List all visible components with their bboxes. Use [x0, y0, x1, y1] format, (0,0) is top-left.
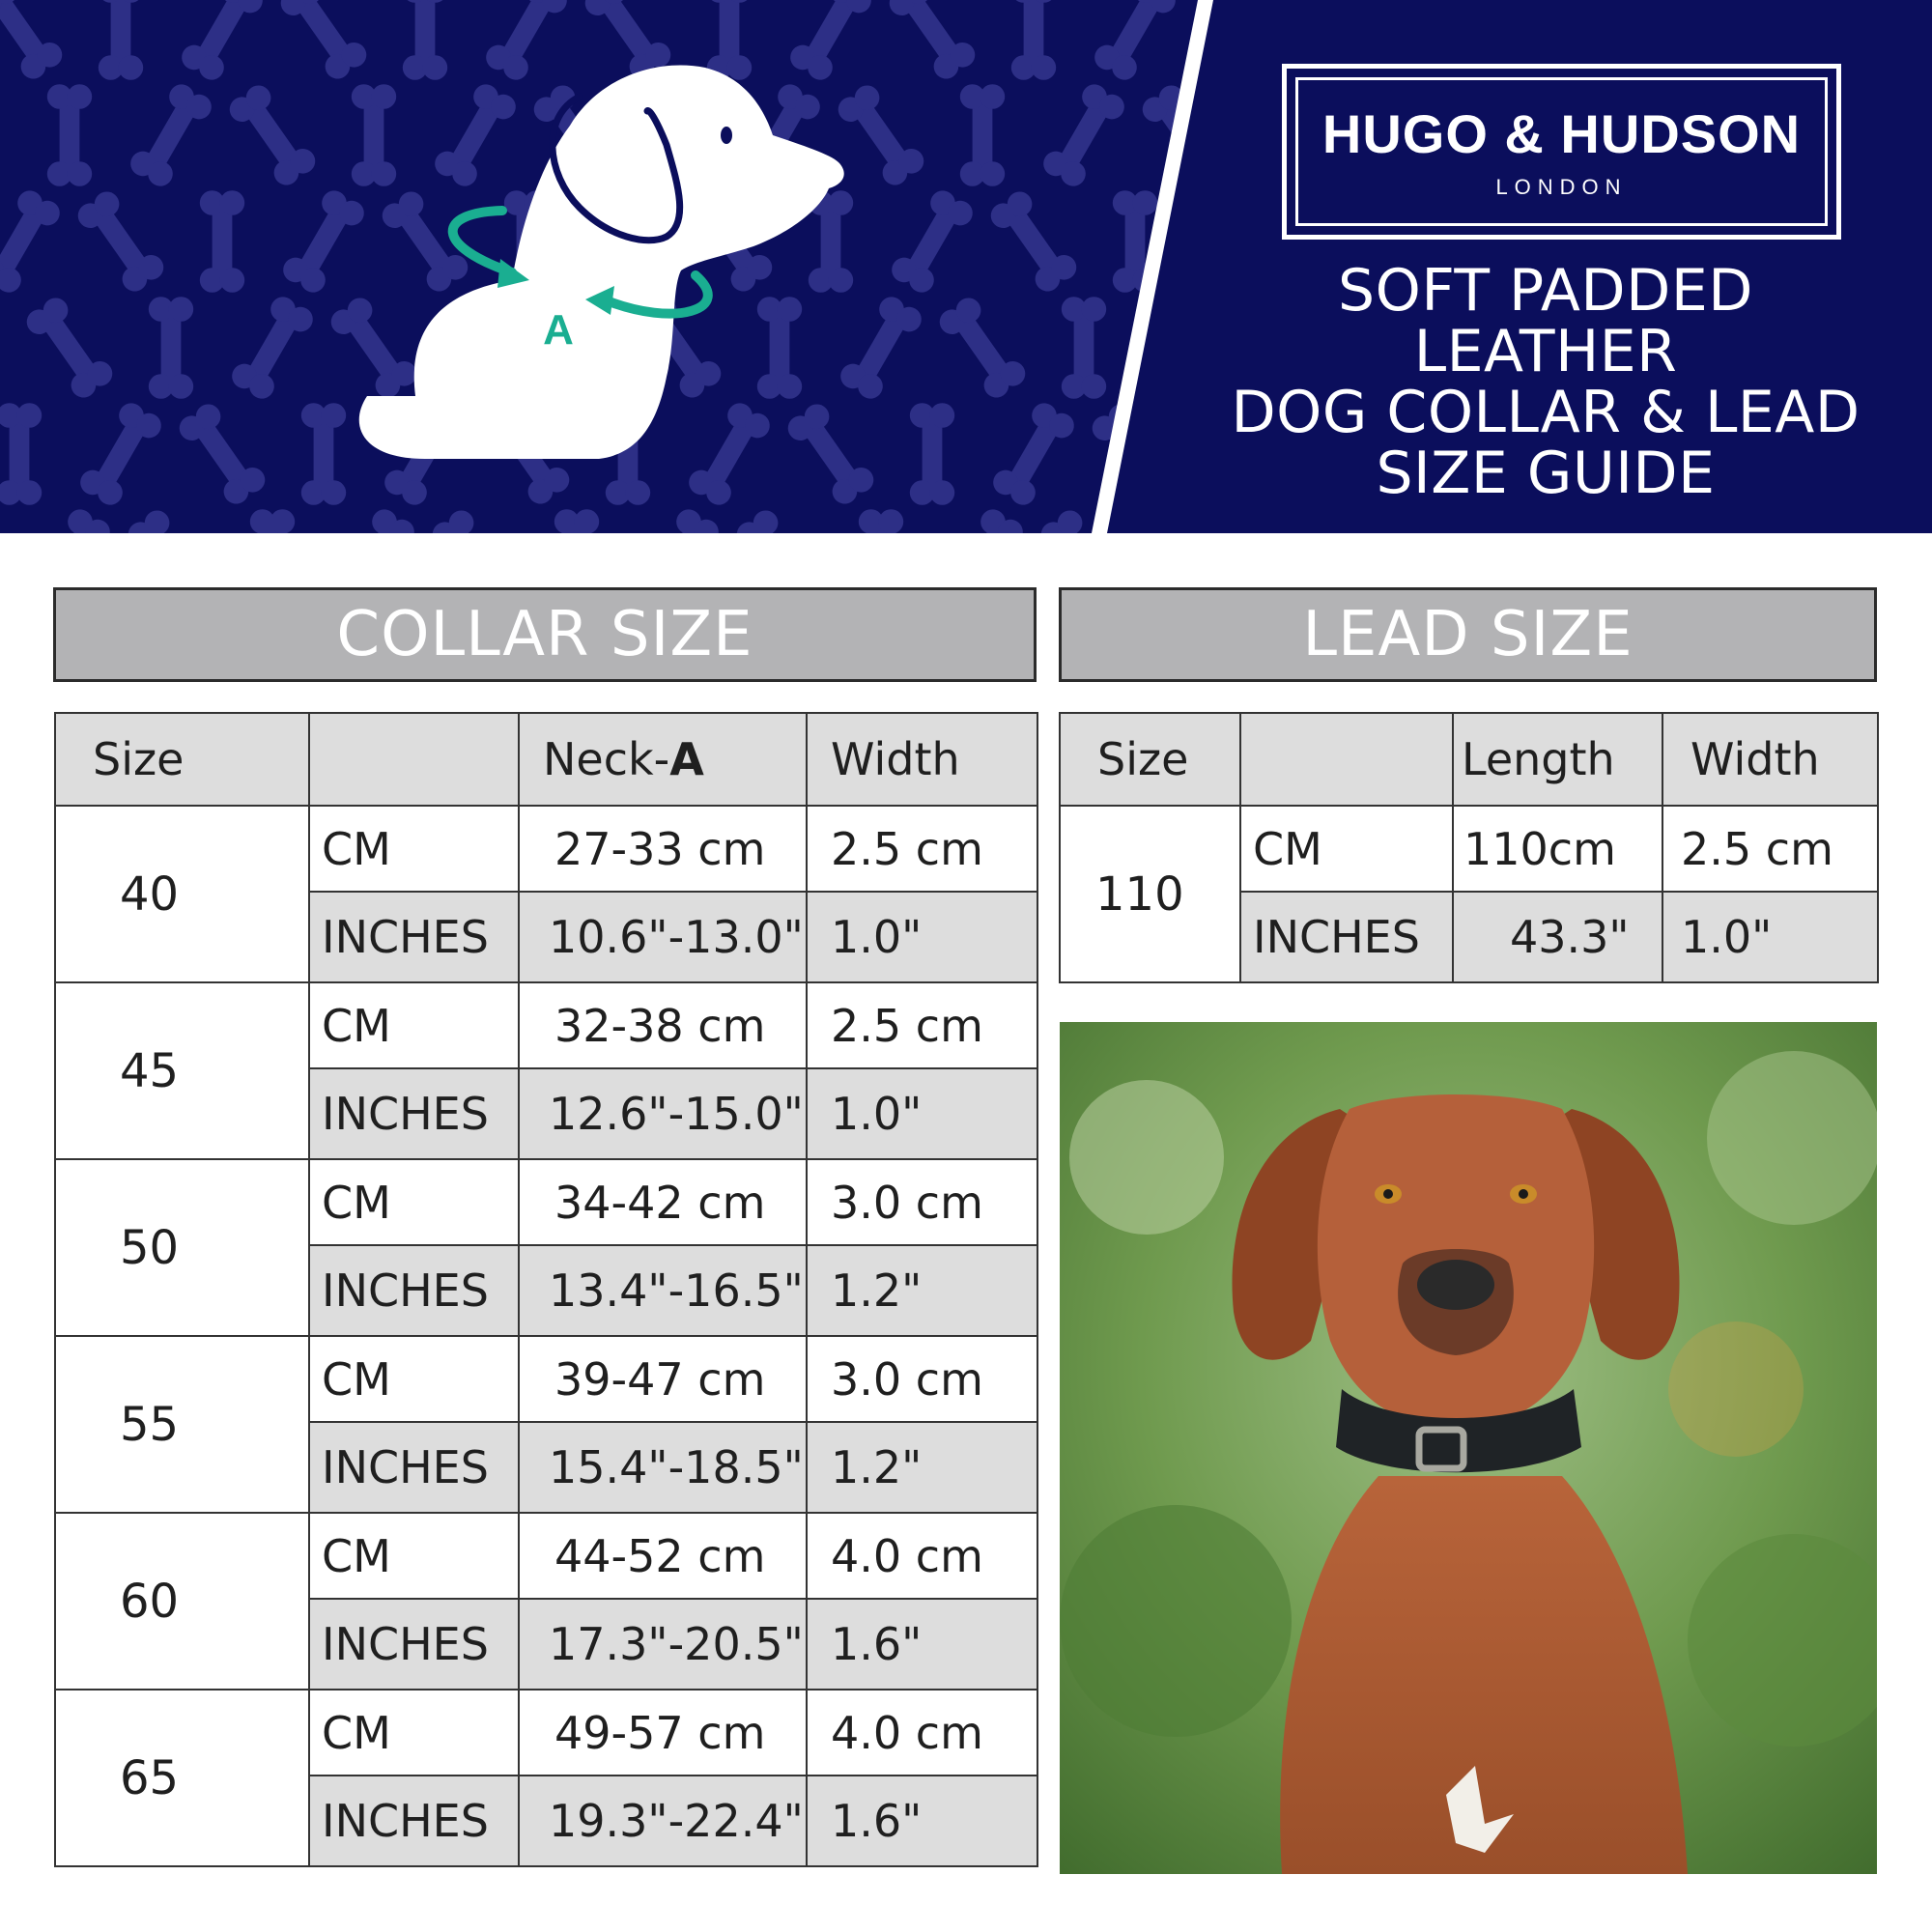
- header-width: Width: [807, 713, 1037, 806]
- neck-cm: 39-47 cm: [519, 1336, 807, 1422]
- width-inches: 1.0": [807, 892, 1037, 982]
- collar-row-cm: [55, 1690, 1037, 1776]
- unit-cm: CM: [309, 806, 519, 892]
- brand-location: LONDON: [1495, 175, 1628, 199]
- collar-row-cm: [55, 1513, 1037, 1599]
- neck-inches: 13.4"-16.5": [519, 1245, 807, 1336]
- dog-photo: [1060, 1022, 1877, 1874]
- marker-a: A: [543, 306, 574, 354]
- collar-row-cm: [55, 806, 1037, 892]
- collar-size-value: 65: [55, 1690, 309, 1866]
- width-cm: 2.5 cm: [807, 806, 1037, 892]
- neck-cm: 49-57 cm: [519, 1690, 807, 1776]
- collar-row-cm: [55, 982, 1037, 1068]
- unit-inches: INCHES: [309, 1068, 519, 1159]
- width-inches: 1.2": [807, 1245, 1037, 1336]
- neck-cm: 34-42 cm: [519, 1159, 807, 1245]
- lead-header-row: [1060, 713, 1878, 806]
- width-inches: 1.6": [807, 1776, 1037, 1866]
- lead-unit-cm: CM: [1240, 806, 1453, 892]
- title-line-2: LEATHER: [1413, 318, 1678, 385]
- lead-width-cm: 2.5 cm: [1662, 806, 1878, 892]
- lead-size-banner: LEAD SIZE: [1059, 587, 1877, 682]
- unit-inches: INCHES: [309, 1245, 519, 1336]
- unit-inches: INCHES: [309, 892, 519, 982]
- lead-size-table: [1059, 712, 1879, 983]
- title-line-4: SIZE GUIDE: [1376, 440, 1716, 507]
- header-neck: Neck-A: [519, 713, 807, 806]
- width-cm: 2.5 cm: [807, 982, 1037, 1068]
- width-cm: 4.0 cm: [807, 1690, 1037, 1776]
- neck-inches: 12.6"-15.0": [519, 1068, 807, 1159]
- collar-size-value: 40: [55, 806, 309, 982]
- width-inches: 1.6": [807, 1599, 1037, 1690]
- lead-header-width: Width: [1662, 713, 1878, 806]
- unit-inches: INCHES: [309, 1422, 519, 1513]
- width-cm: 3.0 cm: [807, 1336, 1037, 1422]
- collar-header-row: [55, 713, 1037, 806]
- unit-inches: INCHES: [309, 1599, 519, 1690]
- lead-header-unit: [1240, 713, 1453, 806]
- lead-row-cm: [1060, 806, 1878, 892]
- neck-inches: 15.4"-18.5": [519, 1422, 807, 1513]
- collar-size-table: [54, 712, 1038, 1867]
- collar-row-cm: [55, 1159, 1037, 1245]
- collar-size-banner: COLLAR SIZE: [53, 587, 1037, 682]
- header-unit: [309, 713, 519, 806]
- lead-header-size: Size: [1060, 713, 1240, 806]
- unit-cm: CM: [309, 1159, 519, 1245]
- title-line-1: SOFT PADDED: [1338, 257, 1753, 325]
- unit-cm: CM: [309, 982, 519, 1068]
- width-cm: 4.0 cm: [807, 1513, 1037, 1599]
- collar-size-value: 55: [55, 1336, 309, 1513]
- unit-cm: CM: [309, 1336, 519, 1422]
- page-title: [1198, 257, 1893, 507]
- lead-header-length: Length: [1453, 713, 1662, 806]
- lead-unit-inches: INCHES: [1240, 892, 1453, 982]
- collar-size-value: 60: [55, 1513, 309, 1690]
- lead-length-inches: 43.3": [1453, 892, 1662, 982]
- lead-length-cm: 110cm: [1453, 806, 1662, 892]
- brand-logo: [1282, 64, 1841, 240]
- neck-cm: 44-52 cm: [519, 1513, 807, 1599]
- unit-inches: INCHES: [309, 1776, 519, 1866]
- collar-size-value: 45: [55, 982, 309, 1159]
- header-banner: [0, 0, 1932, 533]
- width-inches: 1.2": [807, 1422, 1037, 1513]
- unit-cm: CM: [309, 1690, 519, 1776]
- brand-name: HUGO & HUDSON: [1321, 103, 1802, 164]
- neck-inches: 10.6"-13.0": [519, 892, 807, 982]
- neck-cm: 27-33 cm: [519, 806, 807, 892]
- title-line-3: DOG COLLAR & LEAD: [1231, 379, 1861, 446]
- collar-size-value: 50: [55, 1159, 309, 1336]
- header-size: Size: [55, 713, 309, 806]
- width-inches: 1.0": [807, 1068, 1037, 1159]
- collar-row-cm: [55, 1336, 1037, 1422]
- neck-inches: 17.3"-20.5": [519, 1599, 807, 1690]
- width-cm: 3.0 cm: [807, 1159, 1037, 1245]
- lead-size-value: 110: [1060, 806, 1240, 982]
- neck-cm: 32-38 cm: [519, 982, 807, 1068]
- unit-cm: CM: [309, 1513, 519, 1599]
- neck-inches: 19.3"-22.4": [519, 1776, 807, 1866]
- lead-width-inches: 1.0": [1662, 892, 1878, 982]
